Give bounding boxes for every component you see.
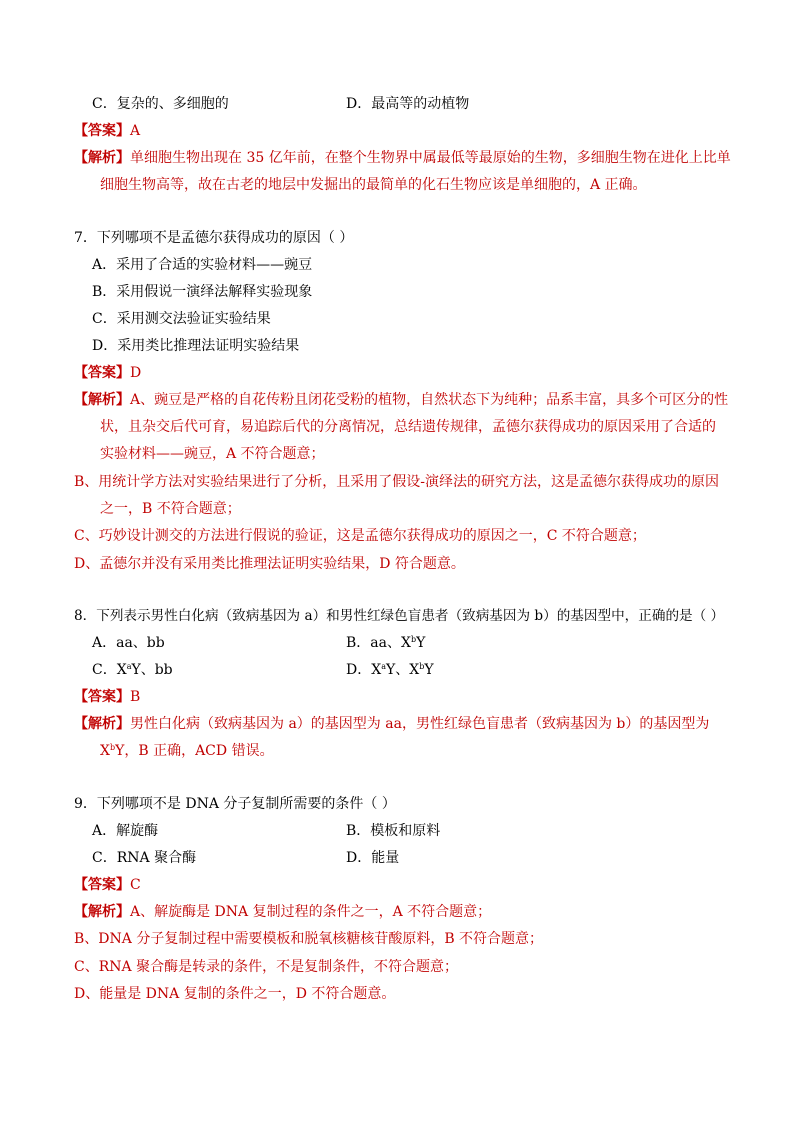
option-d: D．最高等的动植物: [346, 96, 470, 112]
answer-tag: 【答案】: [74, 123, 130, 139]
superscript: a: [126, 662, 132, 671]
text: Y，B 正确，ACD 错误。: [115, 743, 274, 759]
question-9-stem: 9．下列哪项不是 DNA 分子复制所需要的条件（ ）: [74, 796, 396, 812]
answer-value: A: [130, 123, 141, 139]
question-8-option-d: [346, 661, 434, 679]
answer-value: B: [130, 689, 141, 705]
explanation-text: 细胞生物高等，故在古老的地层中发掘出的最简单的化石生物应该是单细胞的，A 正确。: [100, 177, 647, 193]
superscript: b: [109, 743, 116, 752]
question-7-answer: [74, 364, 141, 382]
answer-value: D: [130, 365, 142, 381]
explanation-line: [74, 149, 731, 167]
superscript: a: [381, 662, 386, 671]
text: C．X: [92, 662, 127, 678]
question-7-stem: 7．下列哪项不是孟德尔获得成功的原因（ ）: [74, 230, 354, 246]
text: D．X: [346, 662, 382, 678]
question-7-explanation: [74, 391, 728, 409]
question-9-explanation: [74, 903, 491, 921]
explanation-tag: 【解析】: [74, 904, 130, 920]
explanation-text: C、巧妙设计测交的方法进行假说的验证，这是孟德尔获得成功的原因之一，C 不符合题意；: [74, 528, 646, 544]
question-8-option-b: [346, 634, 425, 652]
question-8-option-a: A．aa、bb: [92, 635, 165, 651]
explanation-text: B、用统计学方法对实验结果进行了分析，且采用了假设-演绎法的研究方法，这是孟德尔获得成功的原因: [74, 474, 720, 490]
explanation-text: 实验材料——豌豆，A 不符合题意；: [100, 446, 325, 462]
answer-tag: 【答案】: [74, 365, 130, 381]
question-9-option-d: D．能量: [346, 850, 400, 866]
answer-tag: 【答案】: [74, 689, 130, 705]
explanation-text: 单细胞生物出现在 35 亿年前，在整个生物界中属最低等最原始的生物，多细胞生物在进化上比单: [130, 150, 731, 166]
question-9-answer: [74, 876, 141, 894]
answer-line: [74, 122, 140, 140]
question-8-explanation: [74, 715, 709, 733]
question-9-option-b: B．模板和原料: [346, 823, 441, 839]
text: X: [100, 743, 110, 759]
question-8-answer: [74, 688, 140, 706]
explanation-text: D、孟德尔并没有采用类比推理法证明实验结果，D 符合题意。: [74, 556, 465, 572]
explanation-text: A、解旋酶是 DNA 复制过程的条件之一，A 不符合题意；: [130, 904, 492, 920]
explanation-tag: 【解析】: [74, 392, 130, 408]
text: Y: [416, 635, 426, 651]
superscript: b: [419, 662, 425, 671]
question-7-option-b: B．采用假说一演绎法解释实验现象: [92, 284, 313, 300]
question-9-option-c: C．RNA 聚合酶: [92, 850, 197, 866]
question-9-option-a: A．解旋酶: [92, 823, 159, 839]
option-c: C．复杂的、多细胞的: [92, 96, 229, 112]
explanation-text: D、能量是 DNA 复制的条件之一，D 不符合题意。: [74, 986, 396, 1002]
question-7-option-c: C．采用测交法验证实验结果: [92, 311, 271, 327]
text: B．aa、X: [346, 635, 411, 651]
question-7-option-d: D．采用类比推理法证明实验结果: [92, 338, 300, 354]
explanation-text: B、DNA 分子复制过程中需要模板和脱氧核糖核苷酸原料，B 不符合题意；: [74, 931, 544, 947]
question-7-option-a: A．采用了合适的实验材料——豌豆: [92, 257, 313, 273]
explanation-text: A、豌豆是严格的自花传粉且闭花受粉的植物，自然状态下为纯种；品系丰富，具多个可区分的性: [130, 392, 729, 408]
question-8-stem: 8．下列表示男性白化病（致病基因为 a）和男性红绿色盲患者（致病基因为 b）的基因型中，正确的是（ ）: [74, 608, 725, 624]
answer-value: C: [130, 877, 141, 893]
explanation-tag: 【解析】: [74, 716, 130, 732]
question-8-option-c: [92, 661, 173, 679]
text: Y、X: [385, 662, 420, 678]
answer-tag: 【答案】: [74, 877, 130, 893]
explanation-text: [100, 742, 274, 760]
superscript: b: [410, 635, 417, 644]
explanation-text: 之一，B 不符合题意；: [100, 501, 241, 517]
explanation-text: 状，且杂交后代可育，易追踪后代的分离情况，总结遗传规律，孟德尔获得成功的原因采用了合适的: [100, 419, 716, 435]
explanation-tag: 【解析】: [74, 150, 130, 166]
explanation-text: 男性白化病（致病基因为 a）的基因型为 aa，男性红绿色盲患者（致病基因为 b）的基因型为: [130, 716, 710, 732]
text: Y: [424, 662, 434, 678]
explanation-text: C、RNA 聚合酶是转录的条件，不是复制条件，不符合题意；: [74, 959, 459, 975]
text: Y、bb: [131, 662, 173, 678]
